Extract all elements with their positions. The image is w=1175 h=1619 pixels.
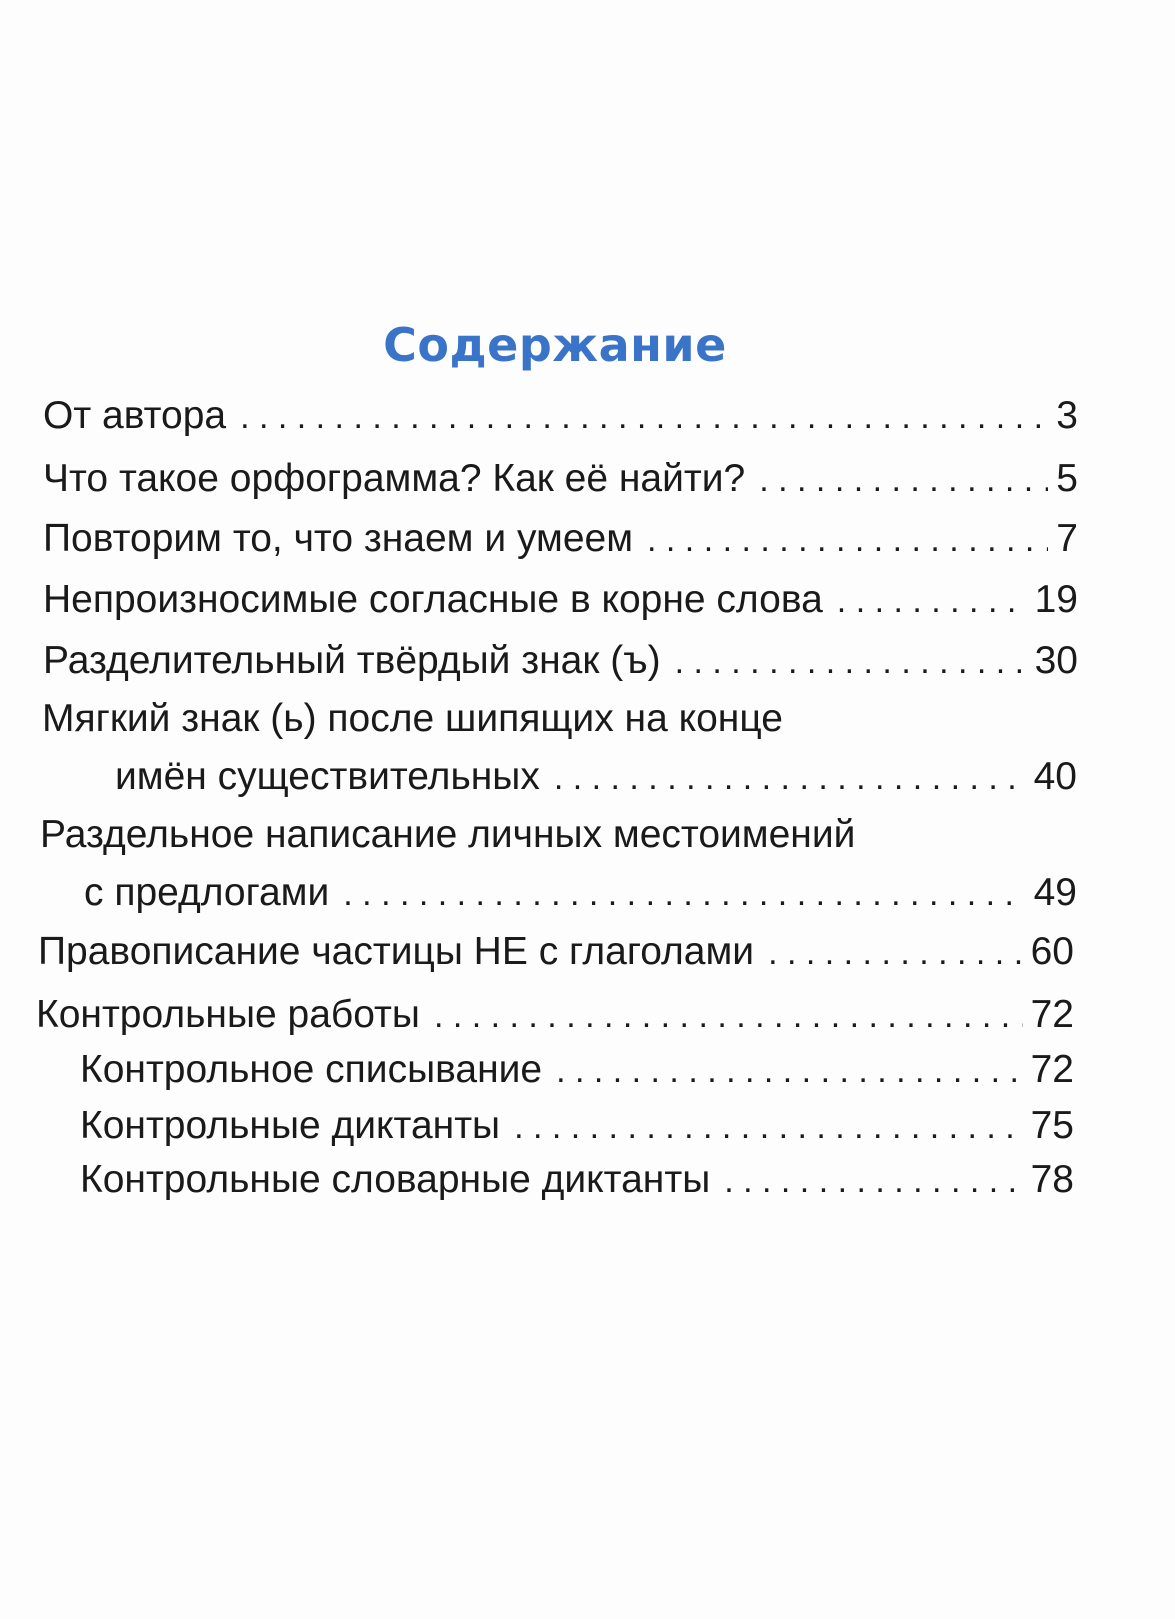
leader-dots (837, 578, 1027, 624)
toc-entry-page: 5 (1056, 457, 1078, 500)
toc-subentry (80, 1103, 1074, 1150)
toc-entry-title-cont: имён существительных (115, 755, 540, 798)
toc-entry (43, 456, 1078, 503)
toc-entry-title: Контрольные диктанты (80, 1104, 501, 1147)
leader-dots (647, 517, 1048, 563)
toc-entry-page: 75 (1030, 1104, 1074, 1147)
toc-entry-page: 72 (1030, 993, 1074, 1036)
toc-entry-title: Раздельное написание личных местоимений (40, 813, 856, 856)
leader-dots (556, 1048, 1023, 1094)
toc-entry-title: Повторим то, что знаем и умеем (43, 517, 634, 560)
toc-entry (115, 754, 1077, 801)
toc-entry (36, 992, 1074, 1039)
toc-entry-title: Правописание частицы НЕ с глаголами (38, 930, 755, 973)
leader-dots (768, 930, 1023, 976)
toc-entry-line1 (42, 696, 1077, 742)
leader-dots (759, 457, 1048, 503)
toc-entry-page: 78 (1030, 1158, 1074, 1201)
toc-entry (43, 516, 1078, 563)
toc-entry-title: Контрольное списывание (80, 1048, 543, 1091)
toc-entry (43, 577, 1078, 624)
toc-entry (38, 929, 1074, 976)
toc-entry (84, 870, 1077, 917)
leader-dots (240, 394, 1048, 440)
leader-dots (724, 1158, 1022, 1204)
toc-entry-title: Что такое орфограмма? Как её найти? (43, 457, 746, 500)
toc-entry-title-cont: с предлогами (84, 871, 330, 914)
toc-entry-title: Мягкий знак (ь) после шипящих на конце (42, 697, 783, 740)
toc-entry-title: Контрольные словарные диктанты (80, 1158, 711, 1201)
toc-entry (43, 638, 1078, 685)
toc-entry-line1 (40, 812, 1075, 858)
toc-subentry (80, 1047, 1074, 1094)
toc-subentry (80, 1157, 1074, 1204)
leader-dots (434, 993, 1023, 1039)
leader-dots (554, 755, 1026, 801)
toc-entry-page: 60 (1030, 930, 1074, 973)
toc-entry (43, 393, 1078, 440)
page-title: Содержание (383, 318, 727, 372)
toc-entry-page: 3 (1056, 394, 1078, 437)
toc-entry-title: Контрольные работы (36, 993, 420, 1036)
toc-entry-title: Непроизносимые согласные в корне слова (43, 578, 823, 621)
toc-entry-page: 7 (1056, 517, 1078, 560)
toc-entry-page: 19 (1034, 578, 1078, 621)
toc-entry-page: 49 (1033, 871, 1077, 914)
leader-dots (514, 1104, 1023, 1150)
toc-entry-page: 40 (1033, 755, 1077, 798)
toc-entry-title: От автора (43, 394, 227, 437)
toc-entry-title: Разделительный твёрдый знак (ъ) (43, 639, 661, 682)
toc-entry-page: 72 (1030, 1048, 1074, 1091)
toc-entry-page: 30 (1034, 639, 1078, 682)
leader-dots (343, 871, 1025, 917)
leader-dots (675, 639, 1027, 685)
